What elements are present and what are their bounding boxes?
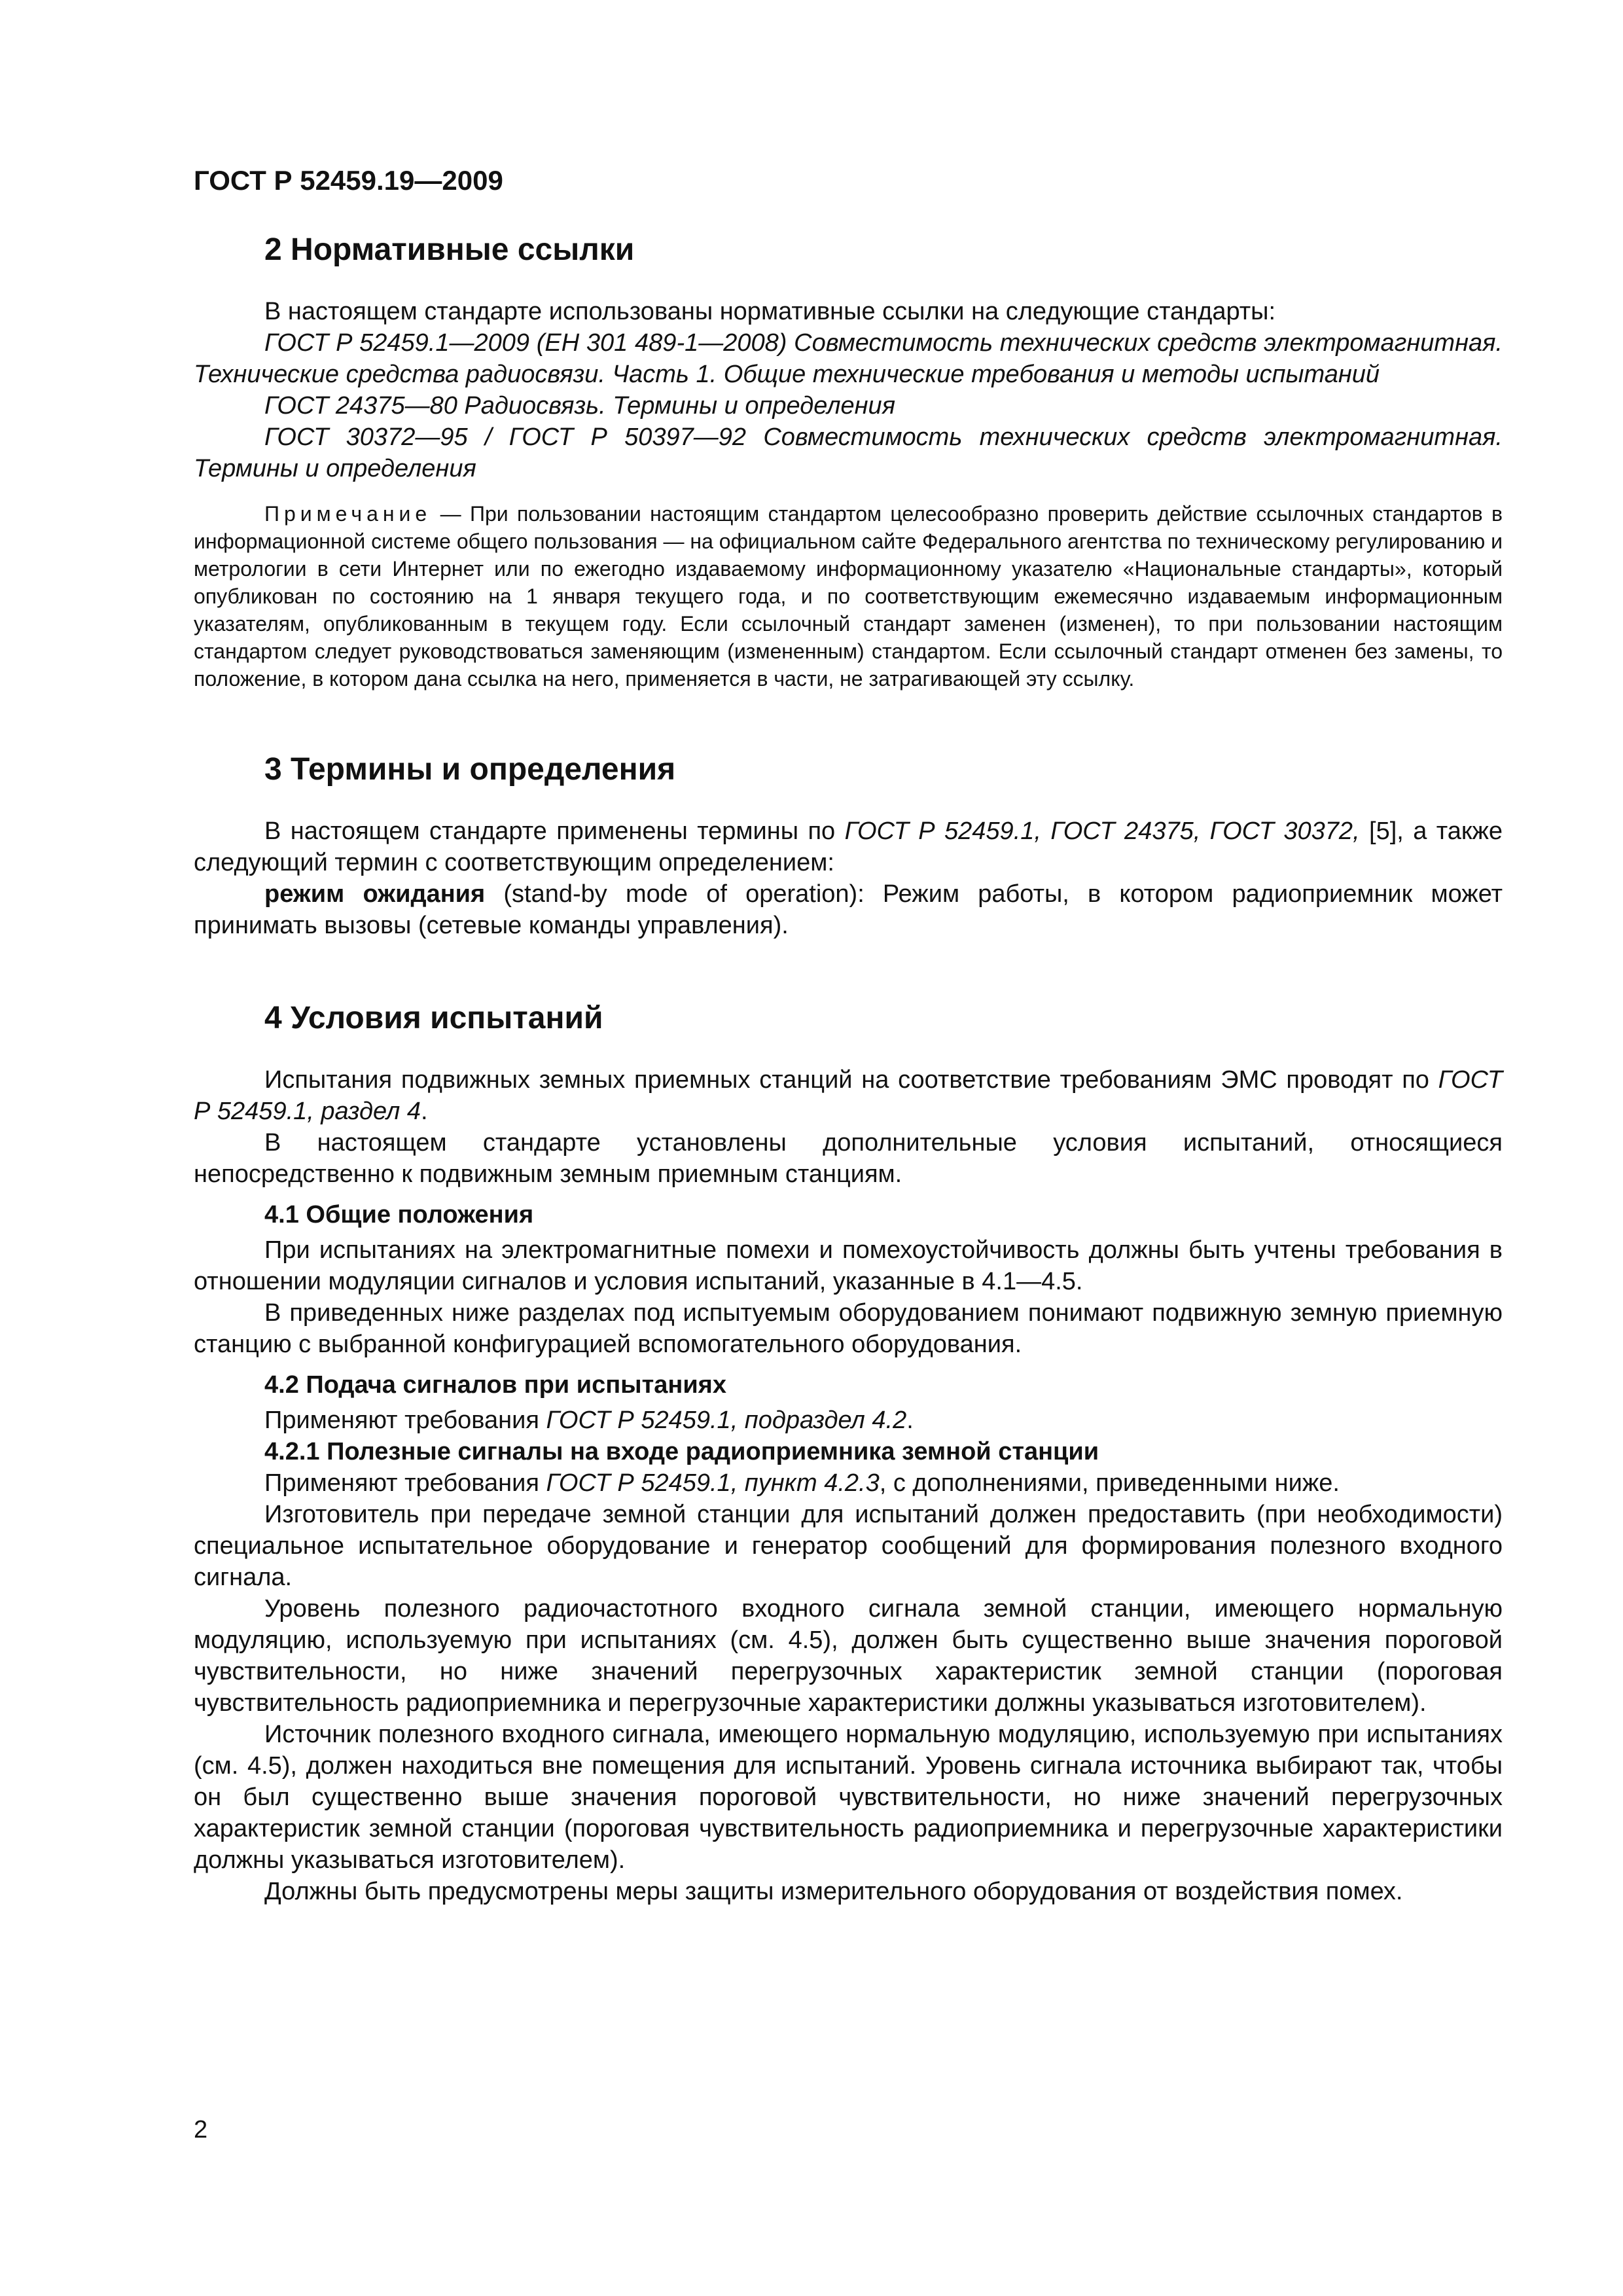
reference-item [194,327,1503,390]
subsection-4-2-1-paragraph-3: Уровень полезного радиочастотного входного сигнала земной станции, имеющего нормальную модуляцию, используемую при испытаниях (см. 4.5), должен быть существенно выше значения пороговой чувствительности, но ниже значений перегрузочных характеристик земной станции (пороговая чувствительность радиоприемника и перегрузочные характеристики должны указываться изготовителем). [194,1595,1503,1717]
section-3-paragraph: В настоящем стандарте применены термины по ГОСТ Р 52459.1, ГОСТ 24375, ГОСТ 30372, [5], а также следующий термин с соответствующим определением: [194,817,1503,876]
reference-text: ГОСТ 30372—95 / ГОСТ Р 50397—92 Совместимость технических средств электромагнитная. Термины и определения [194,423,1503,482]
note-text: — При пользовании настоящим стандартом целесообразно проверить действие ссылочных стандартов в информационной системе общего пользования — на официальном сайте Федерального агентства по техническому регулированию и метрологии в сети Интернет или по ежегодно издаваемому информационному указателю «Национальные стандарты», который опубликован по состоянию на 1 января текущего года, и по соответствующим ежемесячно издаваемым информационным указателям, опубликованным в текущем году. Если ссылочный стандарт заменен (изменен), то при пользовании настоящим стандартом следует руководствоваться заменяющим (измененным) стандартом. Если ссылочный стандарт отменен без замены, то положение, в котором дана ссылка на него, применяется в части, не затрагивающей эту ссылку. [194,502,1503,691]
subsection-4-1-paragraph-1: При испытаниях на электромагнитные помехи и помехоустойчивость должны быть учтены требования в отношении модуляции сигналов и условия испытаний, указанные в 4.1—4.5. [194,1236,1503,1295]
reference-text: ГОСТ 24375—80 Радиосвязь. Термины и определения [264,392,895,420]
subsection-4-2-1-title: 4.2.1 Полезные сигналы на входе радиоприемника земной станции [264,1438,1099,1465]
term-definition [194,878,1503,941]
subsection-4-2-ref: ГОСТ Р 52459.1, подраздел 4.2 [546,1407,907,1434]
subsection-4-2-paragraph: Применяют требования ГОСТ Р 52459.1, подраздел 4.2. [264,1407,914,1434]
subsection-4-2-1-paragraph-2: Изготовитель при передаче земной станции для испытаний должен предоставить (при необходимости) специальное испытательное оборудование и генератор сообщений для формирования полезного входного сигнала. [194,1501,1503,1591]
section-4-paragraph-1: Испытания подвижных земных приемных станций на соответствие требованиям ЭМС проводят по ГОСТ Р 52459.1, раздел 4. [194,1066,1503,1125]
section-4-paragraph-2: В настоящем стандарте установлены дополнительные условия испытаний, относящиеся непосредственно к подвижным земным приемным станциям. [194,1129,1503,1188]
subsection-4-1-title: 4.1 Общие положения [264,1201,534,1229]
section-2-note [194,500,1503,692]
note-label: Примечание [264,502,432,526]
subsection-4-2-1-paragraph-1: Применяют требования ГОСТ Р 52459.1, пункт 4.2.3, с дополнениями, приведенными ниже. [264,1469,1340,1497]
document-header: ГОСТ Р 52459.19—2009 [194,165,503,196]
document-page [194,164,1503,1907]
section-4-ref: ГОСТ Р 52459.1, раздел 4 [194,1066,1503,1125]
subsection-4-2-1-ref: ГОСТ Р 52459.1, пункт 4.2.3 [546,1469,880,1497]
subsection-4-2-title: 4.2 Подача сигналов при испытаниях [264,1371,726,1399]
reference-item [194,422,1503,484]
section-4-title: 4 Условия испытаний [264,1001,603,1035]
page-number: 2 [194,2116,208,2144]
reference-text: ГОСТ Р 52459.1—2009 (ЕН 301 489-1—2008) Совместимость технических средств электромагнитная. Технические средства радиосвязи. Часть 1. Общие технические требования и методы испытаний [194,329,1503,388]
subsection-4-2-1-paragraph-4: Источник полезного входного сигнала, имеющего нормальную модуляцию, используемую при испытаниях (см. 4.5), должен находиться вне помещения для испытаний. Уровень сигнала источника выбирают так, чтобы он был существенно выше значения пороговой чувствительности, но ниже значений перегрузочных характеристик земной станции (пороговая чувствительность радиоприемника и перегрузочные характеристики должны указываться изготовителем). [194,1721,1503,1874]
reference-item [194,390,1503,422]
section-3-title: 3 Термины и определения [264,752,676,787]
term-description: (stand-by mode of operation): Режим работы, в котором радиоприемник может принимать вызовы (сетевые команды управления). [194,880,1503,939]
subsection-4-1-paragraph-2: В приведенных ниже разделах под испытуемым оборудованием понимают подвижную земную приемную станцию с выбранной конфигурацией вспомогательного оборудования. [194,1299,1503,1358]
section-2-title: 2 Нормативные ссылки [264,232,635,267]
section-2-intro: В настоящем стандарте использованы нормативные ссылки на следующие стандарты: [264,298,1276,325]
term: режим ожидания [264,880,486,908]
subsection-4-2-1-paragraph-5: Должны быть предусмотрены меры защиты измерительного оборудования от воздействия помех. [264,1878,1403,1905]
section-3-refs: ГОСТ Р 52459.1, ГОСТ 24375, ГОСТ 30372, [844,817,1360,845]
